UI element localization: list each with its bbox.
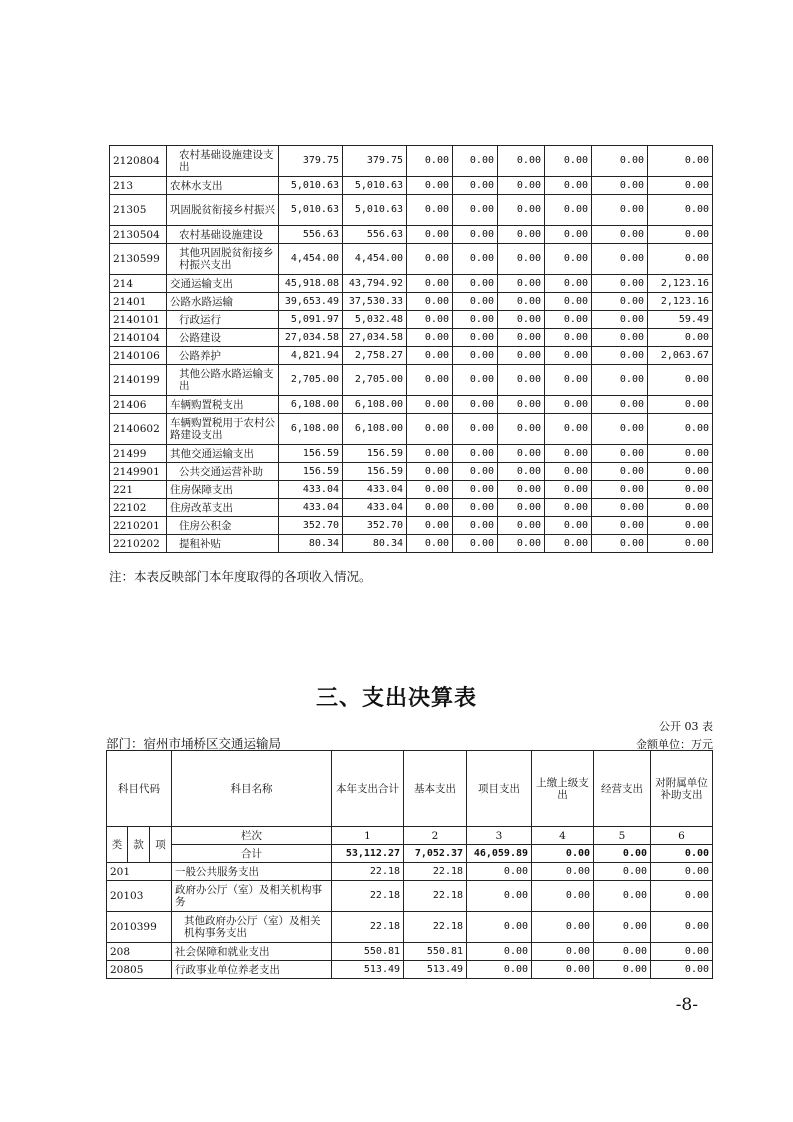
amount-cell: 0.00 [498,445,545,463]
subject-code: 21401 [110,293,167,311]
amount-cell: 0.00 [545,146,592,177]
amount-cell: 0.00 [467,863,532,881]
amount-cell: 0.00 [407,499,453,517]
total-label: 合计 [172,845,332,863]
amount-cell: 0.00 [498,463,545,481]
form-number: 公开 03 表 [659,720,713,733]
amount-cell: 2,705.00 [343,365,407,396]
amount-cell: 0.00 [498,226,545,244]
header-col-6: 对附属单位补助支出 [651,751,713,827]
amount-cell: 0.00 [648,414,713,445]
amount-cell: 0.00 [648,329,713,347]
header-col-2: 基本支出 [404,751,467,827]
amount-cell: 0.00 [592,481,648,499]
amount-cell: 0.00 [648,481,713,499]
amount-cell: 0.00 [407,195,453,226]
amount-cell: 0.00 [407,226,453,244]
department-label: 部门：宿州市埇桥区交通运输局 [106,736,282,751]
amount-cell: 0.00 [592,311,648,329]
income-table-continued [109,145,713,553]
amount-cell: 0.00 [532,863,594,881]
amount-cell: 156.59 [279,463,343,481]
amount-cell: 0.00 [407,347,453,365]
total-row [107,845,713,863]
amount-cell: 2,063.67 [648,347,713,365]
table-row [110,414,713,445]
column-number: 3 [467,827,532,845]
subject-code: 2149901 [110,463,167,481]
subject-code: 2210201 [110,517,167,535]
amount-cell: 0.00 [651,943,713,961]
total-value: 0.00 [532,845,594,863]
subject-code: 214 [110,275,167,293]
amount-cell: 0.00 [592,293,648,311]
amount-cell: 43,794.92 [343,275,407,293]
amount-cell: 0.00 [407,329,453,347]
amount-cell: 0.00 [453,499,498,517]
table-row [110,329,713,347]
sub-header-kuan: 款 [128,827,150,863]
amount-cell: 0.00 [648,177,713,195]
expenditure-table [106,750,713,979]
subject-code: 21406 [110,396,167,414]
subject-name: 公路水路运输 [167,293,279,311]
amount-cell: 0.00 [545,275,592,293]
amount-cell: 0.00 [648,463,713,481]
column-number-label: 栏次 [172,827,332,845]
amount-cell: 0.00 [453,445,498,463]
sub-header-lei: 类 [107,827,128,863]
column-number: 5 [594,827,651,845]
amount-cell: 2,758.27 [343,347,407,365]
table-row [107,912,713,943]
subject-name: 社会保障和就业支出 [172,943,332,961]
amount-cell: 0.00 [498,517,545,535]
amount-cell: 0.00 [498,311,545,329]
header-col-5: 经营支出 [594,751,651,827]
table-row [110,517,713,535]
subject-code: 21499 [110,445,167,463]
subject-code: 2120804 [110,146,167,177]
amount-cell: 0.00 [453,177,498,195]
amount-cell: 0.00 [592,347,648,365]
total-value: 0.00 [594,845,651,863]
amount-cell: 0.00 [651,912,713,943]
amount-cell: 0.00 [498,499,545,517]
subject-name: 交通运输支出 [167,275,279,293]
table-row [107,961,713,979]
table-row [110,275,713,293]
subject-code: 213 [110,177,167,195]
amount-cell: 0.00 [532,961,594,979]
table-row [110,347,713,365]
amount-cell: 5,010.63 [343,177,407,195]
amount-cell: 0.00 [407,146,453,177]
amount-cell: 39,653.49 [279,293,343,311]
amount-cell: 0.00 [545,517,592,535]
amount-cell: 0.00 [545,499,592,517]
amount-cell: 0.00 [453,329,498,347]
amount-cell: 513.49 [332,961,404,979]
table-row [110,146,713,177]
table-row [110,481,713,499]
table-note: 注：本表反映部门本年度取得的各项收入情况。 [109,569,372,584]
amount-cell: 0.00 [545,293,592,311]
amount-cell: 379.75 [343,146,407,177]
amount-cell: 0.00 [498,414,545,445]
amount-cell: 80.34 [279,535,343,553]
amount-cell: 0.00 [545,396,592,414]
column-number: 4 [532,827,594,845]
subject-name: 住房公积金 [167,517,279,535]
amount-cell: 0.00 [592,499,648,517]
table-row [107,943,713,961]
amount-cell: 6,108.00 [343,414,407,445]
table-row [110,226,713,244]
subject-name: 农村基础设施建设 [167,226,279,244]
amount-cell: 0.00 [648,499,713,517]
column-number: 6 [651,827,713,845]
amount-cell: 0.00 [498,396,545,414]
table-row [107,863,713,881]
amount-cell: 0.00 [545,481,592,499]
section-title: 三、支出决算表 [315,686,477,711]
amount-cell: 352.70 [279,517,343,535]
amount-cell: 0.00 [592,517,648,535]
amount-cell: 0.00 [651,961,713,979]
amount-cell: 0.00 [407,414,453,445]
amount-cell: 0.00 [467,912,532,943]
table-row [110,445,713,463]
amount-cell: 0.00 [407,177,453,195]
amount-cell: 6,108.00 [279,414,343,445]
amount-cell: 0.00 [407,396,453,414]
subject-name: 行政运行 [167,311,279,329]
amount-cell: 0.00 [467,943,532,961]
amount-cell: 0.00 [594,961,651,979]
table-row [107,881,713,912]
header-code: 科目代码 [107,751,172,827]
amount-cell: 0.00 [545,535,592,553]
amount-cell: 550.81 [332,943,404,961]
amount-cell: 0.00 [498,244,545,275]
amount-cell: 0.00 [648,195,713,226]
amount-cell: 4,454.00 [343,244,407,275]
amount-cell: 0.00 [592,365,648,396]
header-col-3: 项目支出 [467,751,532,827]
subject-code: 221 [110,481,167,499]
subject-code: 2140199 [110,365,167,396]
amount-cell: 433.04 [343,499,407,517]
amount-cell: 0.00 [467,881,532,912]
amount-cell: 0.00 [592,226,648,244]
amount-cell: 156.59 [343,463,407,481]
amount-cell: 0.00 [407,517,453,535]
table-row [110,244,713,275]
table-row [110,293,713,311]
amount-cell: 0.00 [407,244,453,275]
amount-cell: 0.00 [545,329,592,347]
amount-cell: 4,454.00 [279,244,343,275]
amount-cell: 0.00 [545,311,592,329]
amount-cell: 0.00 [594,943,651,961]
amount-cell: 0.00 [453,414,498,445]
table-row [110,195,713,226]
amount-cell: 0.00 [453,275,498,293]
column-number-row [107,827,713,845]
amount-cell: 556.63 [343,226,407,244]
subject-code: 22102 [110,499,167,517]
subject-name: 政府办公厅（室）及相关机构事务 [172,881,332,912]
amount-cell: 0.00 [453,311,498,329]
amount-cell: 433.04 [343,481,407,499]
amount-cell: 0.00 [498,293,545,311]
subject-code: 20103 [107,881,172,912]
subject-code: 2140104 [110,329,167,347]
subject-name: 提租补贴 [167,535,279,553]
amount-cell: 156.59 [343,445,407,463]
amount-cell: 0.00 [532,881,594,912]
amount-cell: 2,705.00 [279,365,343,396]
amount-cell: 4,821.94 [279,347,343,365]
amount-cell: 5,010.63 [279,195,343,226]
amount-cell: 0.00 [594,863,651,881]
amount-cell: 0.00 [648,535,713,553]
amount-cell: 80.34 [343,535,407,553]
amount-cell: 156.59 [279,445,343,463]
amount-cell: 0.00 [453,365,498,396]
amount-cell: 22.18 [404,912,467,943]
amount-cell: 0.00 [592,445,648,463]
table-row [110,177,713,195]
amount-cell: 2,123.16 [648,293,713,311]
total-value: 7,052.37 [404,845,467,863]
header-col-4: 上缴上级支出 [532,751,594,827]
amount-cell: 0.00 [648,146,713,177]
subject-name: 住房改革支出 [167,499,279,517]
amount-cell: 0.00 [592,329,648,347]
amount-cell: 0.00 [545,445,592,463]
amount-cell: 0.00 [453,347,498,365]
amount-cell: 0.00 [453,396,498,414]
total-value: 0.00 [651,845,713,863]
amount-cell: 0.00 [648,445,713,463]
amount-cell: 0.00 [453,517,498,535]
amount-cell: 0.00 [594,881,651,912]
table-row [110,365,713,396]
amount-cell: 433.04 [279,481,343,499]
subject-name: 行政事业单位养老支出 [172,961,332,979]
amount-cell: 0.00 [498,177,545,195]
amount-cell: 0.00 [592,177,648,195]
amount-cell: 433.04 [279,499,343,517]
amount-cell: 0.00 [648,226,713,244]
amount-cell: 5,091.97 [279,311,343,329]
amount-cell: 0.00 [467,961,532,979]
amount-cell: 0.00 [532,912,594,943]
subject-name: 其他巩固脱贫衔接乡村振兴支出 [167,244,279,275]
total-value: 53,112.27 [332,845,404,863]
amount-cell: 0.00 [407,481,453,499]
subject-name: 其他交通运输支出 [167,445,279,463]
amount-cell: 0.00 [498,347,545,365]
amount-cell: 0.00 [545,244,592,275]
subject-name: 公路建设 [167,329,279,347]
amount-cell: 0.00 [545,463,592,481]
amount-cell: 352.70 [343,517,407,535]
amount-cell: 0.00 [407,311,453,329]
amount-cell: 0.00 [407,445,453,463]
amount-cell: 0.00 [648,244,713,275]
amount-cell: 513.49 [404,961,467,979]
amount-cell: 0.00 [498,275,545,293]
amount-cell: 27,034.58 [279,329,343,347]
amount-cell: 0.00 [453,463,498,481]
amount-cell: 0.00 [592,275,648,293]
subject-name: 其他公路水路运输支出 [167,365,279,396]
amount-cell: 6,108.00 [279,396,343,414]
amount-cell: 0.00 [648,396,713,414]
amount-cell: 0.00 [592,414,648,445]
amount-cell: 5,010.63 [279,177,343,195]
amount-cell: 0.00 [498,329,545,347]
header-row [107,751,713,827]
amount-cell: 0.00 [498,146,545,177]
amount-cell: 0.00 [453,293,498,311]
amount-cell: 0.00 [545,226,592,244]
header-col-1: 本年支出合计 [332,751,404,827]
amount-cell: 0.00 [545,414,592,445]
total-value: 46,059.89 [467,845,532,863]
amount-cell: 0.00 [453,146,498,177]
subject-code: 201 [107,863,172,881]
header-name: 科目名称 [172,751,332,827]
subject-code: 2140106 [110,347,167,365]
amount-cell: 0.00 [545,195,592,226]
amount-cell: 0.00 [594,912,651,943]
subject-name: 农林水支出 [167,177,279,195]
amount-cell: 0.00 [545,177,592,195]
amount-cell: 37,530.33 [343,293,407,311]
subject-code: 20805 [107,961,172,979]
amount-cell: 0.00 [407,275,453,293]
amount-cell: 0.00 [592,195,648,226]
amount-cell: 550.81 [404,943,467,961]
column-number: 2 [404,827,467,845]
subject-name: 农村基础设施建设支出 [167,146,279,177]
subject-name: 车辆购置税用于农村公路建设支出 [167,414,279,445]
subject-code: 2140101 [110,311,167,329]
amount-cell: 0.00 [498,195,545,226]
amount-cell: 0.00 [532,943,594,961]
amount-cell: 0.00 [592,463,648,481]
amount-cell: 5,010.63 [343,195,407,226]
page-number: -8- [675,995,698,1015]
table-row [110,499,713,517]
amount-cell: 0.00 [592,535,648,553]
amount-cell: 0.00 [407,365,453,396]
column-number: 1 [332,827,404,845]
amount-cell: 0.00 [498,365,545,396]
amount-cell: 0.00 [592,146,648,177]
amount-cell: 556.63 [279,226,343,244]
amount-cell: 0.00 [592,244,648,275]
amount-cell: 22.18 [404,863,467,881]
amount-cell: 0.00 [651,863,713,881]
amount-cell: 6,108.00 [343,396,407,414]
amount-cell: 0.00 [453,481,498,499]
subject-code: 21305 [110,195,167,226]
amount-cell: 0.00 [498,535,545,553]
amount-cell: 0.00 [453,195,498,226]
table-row [110,463,713,481]
amount-cell: 0.00 [407,293,453,311]
amount-unit: 金额单位：万元 [636,738,713,751]
subject-code: 2140602 [110,414,167,445]
amount-cell: 379.75 [279,146,343,177]
amount-cell: 0.00 [545,365,592,396]
subject-name: 公共交通运营补助 [167,463,279,481]
table-row [110,396,713,414]
amount-cell: 0.00 [592,396,648,414]
subject-name: 住房保障支出 [167,481,279,499]
amount-cell: 0.00 [453,226,498,244]
amount-cell: 22.18 [332,881,404,912]
amount-cell: 0.00 [453,535,498,553]
subject-name: 公路养护 [167,347,279,365]
subject-name: 巩固脱贫衔接乡村振兴 [167,195,279,226]
amount-cell: 0.00 [545,347,592,365]
amount-cell: 27,034.58 [343,329,407,347]
table-row [110,535,713,553]
amount-cell: 0.00 [453,244,498,275]
subject-code: 208 [107,943,172,961]
subject-code: 2130599 [110,244,167,275]
subject-code: 2210202 [110,535,167,553]
amount-cell: 0.00 [407,463,453,481]
amount-cell: 0.00 [407,535,453,553]
amount-cell: 0.00 [648,517,713,535]
subject-name: 其他政府办公厅（室）及相关机构事务支出 [172,912,332,943]
subject-name: 一般公共服务支出 [172,863,332,881]
table-row [110,311,713,329]
amount-cell: 2,123.16 [648,275,713,293]
amount-cell: 22.18 [332,863,404,881]
amount-cell: 59.49 [648,311,713,329]
amount-cell: 0.00 [651,881,713,912]
amount-cell: 0.00 [498,481,545,499]
subject-name: 车辆购置税支出 [167,396,279,414]
subject-code: 2010399 [107,912,172,943]
amount-cell: 22.18 [404,881,467,912]
sub-header-xiang: 项 [150,827,172,863]
subject-code: 2130504 [110,226,167,244]
amount-cell: 0.00 [648,365,713,396]
amount-cell: 22.18 [332,912,404,943]
amount-cell: 5,032.48 [343,311,407,329]
amount-cell: 45,918.08 [279,275,343,293]
